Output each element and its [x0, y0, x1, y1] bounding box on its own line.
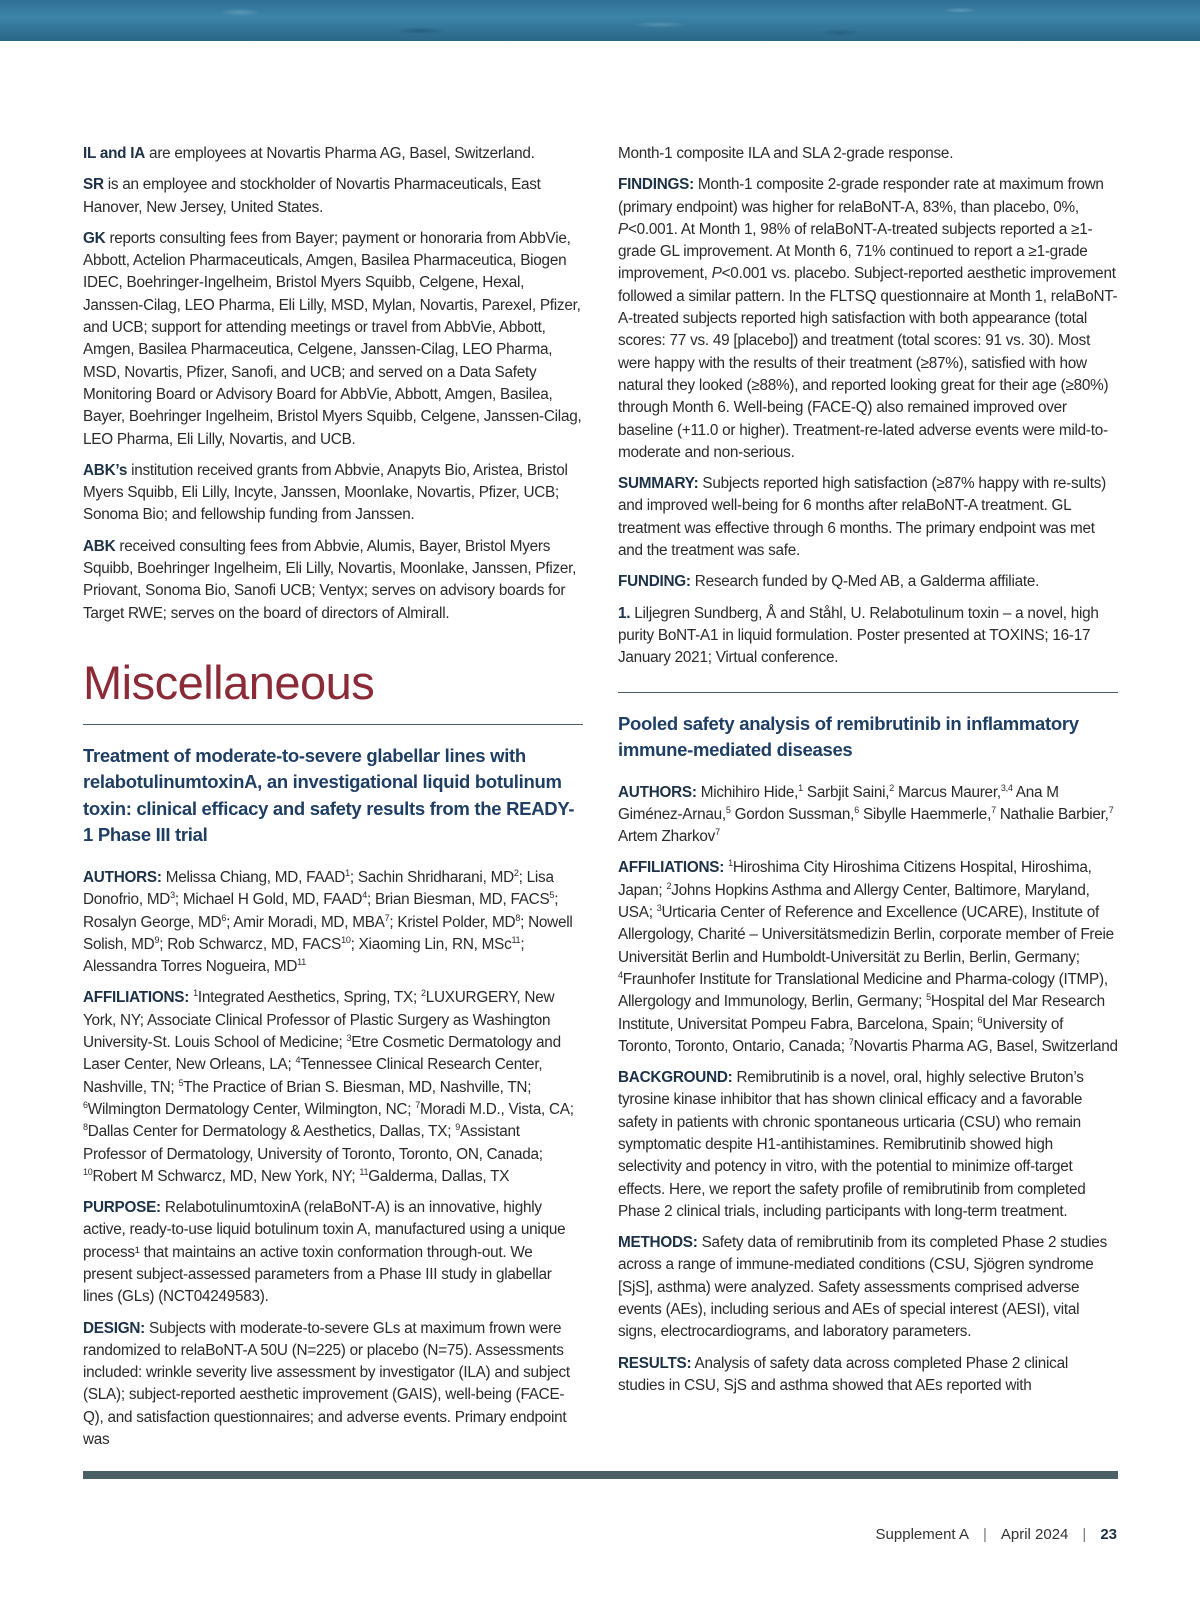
disclosure-il-ia: IL and IA are employees at Novartis Pharma AG, Basel, Switzerland.	[83, 145, 535, 162]
affiliations-paragraph-2: AFFILIATIONS: $^1$Hiroshima City Hiroshima Citizens Hospital, Hiroshima, Japan; $^2$Johns Hopkins Asthma and Allergy Center, Baltimore, Maryland, USA; $^3$Urticaria Center of Reference and Excellence (UCARE), Institute of Allergology, Charité – Universitätsmedizin Berlin, corporate member of Freie Universität Berlin and Humboldt-Universität zu Berlin, Berlin, Germany; $^4$Fraunhofer Institute for Translational Medicine and Pharma-cology (ITMP), Allergology and Immunology, Berlin, Germany; $^5$Hospital del Mar Research Institute, Universitat Pompeu Fabra, Barcelona, Spain; $^6$University of Toronto, Toronto, Ontario, Canada; $^7$Novartis Pharma AG, Basel, Switzerland	[618, 858, 1118, 1055]
footer-separator: |	[982, 1526, 987, 1543]
design-paragraph: DESIGN: Subjects with moderate-to-severe GLs at maximum frown were randomized to relaBoNT-A 50U (N=225) or placebo (N=75). Assessments included: wrinkle severity live assessment by investigator (ILA) and subject (SLA); subject-reported aesthetic improvement (GAIS), well-being (FACE-Q), and satisfaction questionnaires; and adverse events. Primary endpoint was	[83, 1319, 570, 1449]
article-divider	[618, 692, 1118, 693]
findings-paragraph: FINDINGS: Month-1 composite 2-grade responder rate at maximum frown (primary endpoint) was higher for relaBoNT-A, 83%, than placebo, 0%, P<0.001. At Month 1, 98% of relaBoNT-A-treated subjects reported a ≥1-grade GL improvement. At Month 6, 71% continued to report a ≥1-grade improvement, P<0.001 vs. placebo. Subject-reported aesthetic improvement followed a similar pattern. In the FLTSQ questionnaire at Month 1, relaBoNT-A-treated subjects reported high satisfaction with both appearance (total scores: 77 vs. 49 [placebo]) and treatment (total scores: 91 vs. 30). Most were happy with the results of their treatment (≥87%), satisfied with how natural they looked (≥88%), and reported looking great for their age (≥80%) through Month 6. Well-being (FACE-Q) also remained improved over baseline (+11.0 or higher). Treatment-re-lated adverse events were mild-to-moderate and non-serious.	[618, 176, 1118, 461]
ocean-banner-image	[0, 0, 1200, 41]
right-column	[618, 143, 1118, 1406]
authors-paragraph: AUTHORS: Melissa Chiang, MD, FAAD$^1$; Sachin Shridharani, $MD^2$; Lisa Donofrio, $MD^3$; Michael H Gold, MD, FAAD$^4$; Brian Biesman, MD, FACS$^5$; Rosalyn George, $MD^6$; Amir Moradi, MD, MBA$^7$; Kristel Polder, $MD^8$; Nowell Solish, $MD^9$; Rob Schwarcz, MD, FACS$^{10}$; Xiaoming Lin, RN, MSc$^{11}$; Alessandra Torres Nogueira, MD$^{11}$	[83, 867, 573, 976]
affiliations-paragraph: AFFILIATIONS: $^1$Integrated Aesthetics, Spring, TX; $^2$LUXURGERY, New York, NY; Associate Clinical Professor of Plastic Surgery as Washington University-St. Louis School of Medicine; $^3$Etre Cosmetic Dermatology and Laser Center, New Orleans, LA; $^4$Tennessee Clinical Research Center, Nashville, TN; $^5$The Practice of Brian S. Biesman, MD, Nashville, TN; $^6$Wilmington Dermatology Center, Wilmington, NC; $^7$Moradi M.D., Vista, CA; $^8$Dallas Center for Dermatology & Aesthetics, Dallas, TX; $^9$Assistant Professor of Dermatology, University of Toronto, Toronto, ON, Canada; $^{10}$Robert M Schwarcz, MD, New York, NY; $^{11}$Galderma, Dallas, TX	[83, 988, 574, 1185]
footer-rule	[83, 1471, 1118, 1479]
summary-paragraph: SUMMARY: Subjects reported high satisfaction (≥87% happy with re-sults) and improved well-being for 6 months after relaBoNT-A treatment. GL treatment was effective through 6 months. The primary endpoint was met and the treatment was safe.	[618, 475, 1107, 560]
left-column	[83, 143, 583, 1460]
disclosure-abk: ABK received consulting fees from Abbvie, Alumis, Bayer, Bristol Myers Squibb, Boehringer Ingelheim, Eli Lilly, Novartis, Moonlake, Janssen, Pfizer, Priovant, Sonoma Bio, Sanofi UCB; Ventyx; serves on advisory boards for Target RWE; serves on the board of directors of Almirall.	[83, 537, 577, 622]
footer-supplement: Supplement A	[875, 1526, 969, 1543]
section-divider	[83, 724, 583, 725]
results-paragraph: RESULTS: Analysis of safety data across completed Phase 2 clinical studies in CSU, SjS and asthma showed that AEs reported with	[618, 1354, 1068, 1394]
disclosure-abk-institution: ABK’s institution received grants from Abbvie, Anapyts Bio, Aristea, Bristol Myers Squibb, Eli Lilly, Incyte, Janssen, Moonlake, Novartis, Pfizer, UCB; Sonoma Bio; and fellowship funding from Janssen.	[83, 461, 568, 524]
page-number: 23	[1100, 1526, 1117, 1543]
funding-paragraph: FUNDING: Research funded by Q-Med AB, a Galderma affiliate.	[618, 573, 1040, 591]
design-continued: Month-1 composite ILA and SLA 2-grade response.	[618, 145, 954, 162]
authors-paragraph-2: AUTHORS: Michihiro Hide,$^1$ Sarbjit Saini,$^2$ Marcus Maurer,$^{3,4}$ Ana M Giménez-Arnau,$^5$ Gordon Sussman,$^6$ Sibylle Haemmerle,$^7$ Nathalie Barbier,$^7$ Artem Zharkov$^7$	[618, 782, 1114, 846]
disclosure-gk: GK reports consulting fees from Bayer; payment or honoraria from AbbVie, Abbott, Actelion Pharmaceuticals, Amgen, Basilea Pharmaceutica, Biogen IDEC, Boehringer-Ingelheim, Bristol Myers Squibb, Celgene, Hexal, Janssen-Cilag, LEO Pharma, Eli Lilly, MSD, Mylan, Novartis, Parexel, Pfizer, and UCB; support for attending meetings or travel from AbbVie, Abbott, Amgen, Basilea Pharmaceutica, Celgene, Janssen-Cilag, LEO Pharma, MSD, Novartis, Pfizer, Sanofi, and UCB; and served on a Data Safety Monitoring Board or Advisory Board for AbbVie, Abbott, Amgen, Basilea, Bayer, Boehringer Ingelheim, Bristol Myers Squibb, Celgene, Janssen-Cilag, LEO Pharma, Eli Lilly, Novartis, and UCB.	[83, 229, 582, 448]
section-title: Miscellaneous	[83, 655, 375, 709]
article-title-relabont: Treatment of moderate-to-severe glabellar lines with relabotulinumtoxinA, an investigational liquid botulinum toxin: clinical efficacy and safety results from the READY-1 Phase III trial	[83, 744, 575, 846]
footer-separator: |	[1082, 1526, 1087, 1543]
article-title-remibrutinib: Pooled safety analysis of remibrutinib in inflammatory immune-mediated diseases	[618, 712, 1079, 761]
page-footer	[876, 1526, 1117, 1543]
footer-date: April 2024	[1000, 1526, 1069, 1543]
purpose-paragraph: PURPOSE: RelabotulinumtoxinA (relaBoNT-A) is an innovative, highly active, ready-to-use liquid botulinum toxin A, manufactured using a unique process¹ that maintains an active toxin conformation through-out. We present subject-assessed parameters from a Phase III study in glabellar lines (GLs) (NCT04249583).	[83, 1199, 566, 1306]
disclosure-sr: SR is an employee and stockholder of Novartis Pharmaceuticals, East Hanover, New Jersey, United States.	[83, 176, 541, 216]
reference-1: 1. Liljegren Sundberg, Å and Ståhl, U. Relabotulinum toxin – a novel, high purity BoNT-A1 in liquid formulation. Poster presented at TOXINS; 16-17 January 2021; Virtual conference.	[618, 604, 1099, 667]
methods-paragraph: METHODS: Safety data of remibrutinib from its completed Phase 2 studies across a range of immune-mediated conditions (CSU, Sjögren syndrome [SjS], asthma) were analyzed. Safety assessments comprised adverse events (AEs), including serious and AEs of special interest (AESI), vital signs, electrocardiograms, and laboratory parameters.	[618, 1234, 1107, 1341]
background-paragraph: BACKGROUND: Remibrutinib is a novel, oral, highly selective Bruton’s tyrosine kinase inhibitor that has shown clinical efficacy and a favorable safety in patients with chronic spontaneous urticaria (CSU) who remain symptomatic despite H1-antihistamines. Remibrutinib showed high selectivity and potency in vitro, with the potential to minimize off-target effects. Here, we report the safety profile of remibrutinib from completed Phase 2 clinical trials, including participants with long-term treatment.	[618, 1069, 1086, 1220]
